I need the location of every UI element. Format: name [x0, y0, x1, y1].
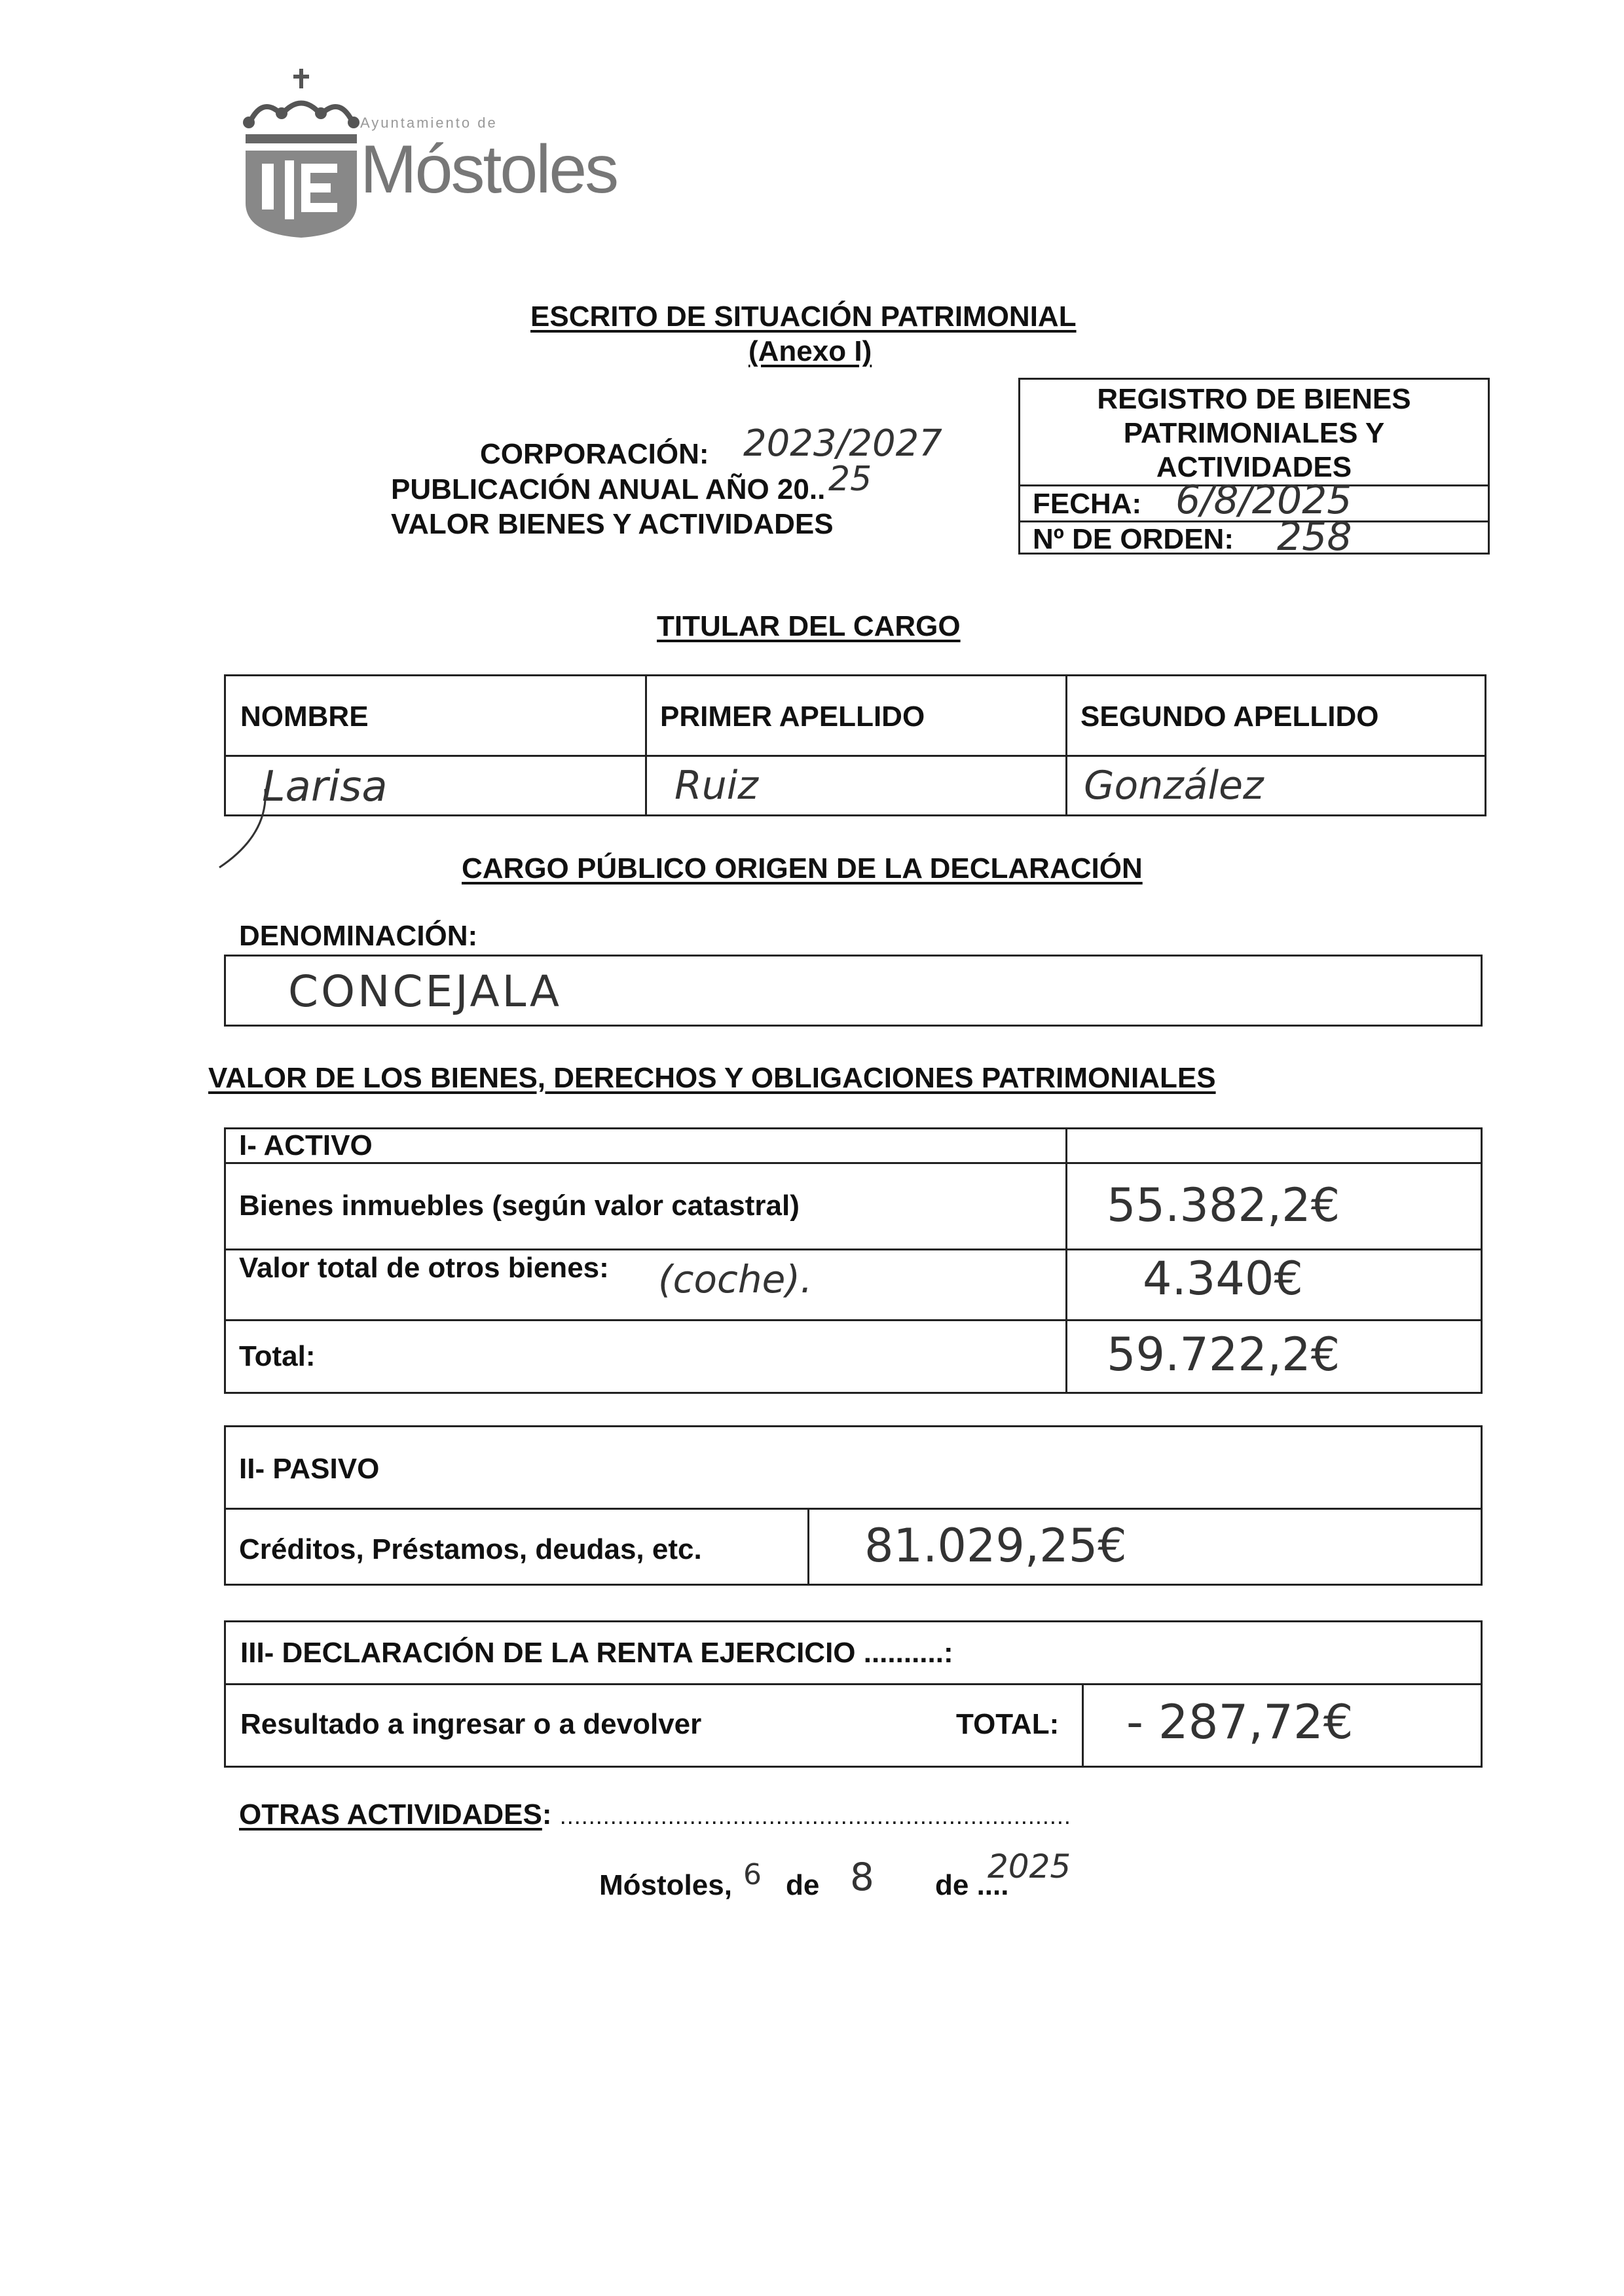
titular-col-divider-2 — [1065, 674, 1067, 816]
orden-label: Nº DE ORDEN: — [1033, 523, 1234, 555]
valor-bienes-label: VALOR BIENES Y ACTIVIDADES — [391, 508, 834, 540]
publicacion-value: 25 — [828, 460, 872, 499]
pasivo-col-divider — [807, 1508, 809, 1586]
firma-de-2: de .... — [935, 1869, 1009, 1901]
titular-table — [224, 674, 1486, 816]
activo-title: I- ACTIVO — [239, 1129, 373, 1161]
activo-col-divider — [1065, 1127, 1067, 1394]
fecha-value: 6/8/2025 — [1175, 477, 1352, 523]
segundo-apellido-value: González — [1084, 763, 1264, 809]
titular-col-divider-1 — [645, 674, 647, 816]
col-nombre: NOMBRE — [240, 701, 369, 733]
nombre-value: Larisa — [262, 763, 388, 811]
document-subtitle: (Anexo I) — [748, 335, 872, 367]
inmuebles-label: Bienes inmuebles (según valor catastral) — [239, 1190, 800, 1222]
activo-total-label: Total: — [239, 1340, 316, 1372]
otras-colon: : — [542, 1798, 552, 1831]
document-title: ESCRITO DE SITUACIÓN PATRIMONIAL — [530, 301, 1077, 333]
col-primer-apellido: PRIMER APELLIDO — [660, 701, 925, 733]
valor-section-title: VALOR DE LOS BIENES, DERECHOS Y OBLIGACIONES PATRIMONIALES — [208, 1062, 1216, 1094]
creditos-value: 81.029,25€ — [864, 1519, 1127, 1573]
col-segundo-apellido: SEGUNDO APELLIDO — [1080, 701, 1379, 733]
activo-row-divider-3 — [224, 1319, 1483, 1321]
renta-total-value: - 287,72€ — [1126, 1694, 1354, 1749]
orden-value: 258 — [1277, 514, 1352, 560]
denominacion-label: DENOMINACIÓN: — [239, 920, 478, 952]
corporacion-label: CORPORACIÓN: — [480, 438, 709, 470]
activo-row-divider-2 — [224, 1248, 1483, 1250]
logo-name: Móstoles — [360, 132, 618, 208]
creditos-label: Créditos, Préstamos, deudas, etc. — [239, 1533, 702, 1565]
publicacion-label: PUBLICACIÓN ANUAL AÑO 20.. — [391, 473, 826, 505]
firma-de-1: de — [786, 1869, 820, 1901]
registro-divider-2 — [1018, 520, 1490, 522]
renta-total-label: TOTAL: — [956, 1708, 1060, 1740]
resultado-label: Resultado a ingresar o a devolver — [240, 1708, 702, 1740]
fecha-label: FECHA: — [1033, 488, 1142, 520]
activo-row-divider-1 — [224, 1162, 1483, 1164]
denominacion-value: CONCEJALA — [288, 966, 563, 1017]
registro-title-line2: PATRIMONIALES Y — [1123, 417, 1385, 449]
firma-dia: 6 — [743, 1858, 762, 1891]
renta-row-divider — [224, 1683, 1483, 1685]
firma-anio: 2025 — [987, 1848, 1071, 1886]
firma-lugar: Móstoles, — [599, 1869, 732, 1901]
registro-title-line3: ACTIVIDADES — [1156, 451, 1352, 483]
primer-apellido-value: Ruiz — [674, 763, 758, 809]
firma-mes: 8 — [850, 1855, 874, 1899]
activo-total-value: 59.722,2€ — [1107, 1328, 1340, 1381]
otros-note: (coche). — [658, 1257, 813, 1302]
otros-label: Valor total de otros bienes: — [239, 1252, 609, 1284]
registro-title-line1: REGISTRO DE BIENES — [1097, 383, 1411, 415]
inmuebles-value: 55.382,2€ — [1107, 1178, 1340, 1232]
pasivo-row-divider — [224, 1508, 1483, 1510]
municipal-logo — [236, 62, 618, 239]
pasivo-title: II- PASIVO — [239, 1453, 380, 1485]
cargo-section-title: CARGO PÚBLICO ORIGEN DE LA DECLARACIÓN — [462, 852, 1143, 884]
crown-shield-icon — [236, 62, 367, 239]
titular-section-title: TITULAR DEL CARGO — [657, 610, 961, 642]
renta-title: III- DECLARACIÓN DE LA RENTA EJERCICIO ..........: — [240, 1637, 953, 1669]
otras-label: OTRAS ACTIVIDADES — [239, 1798, 542, 1831]
corporacion-value: 2023/2027 — [743, 422, 942, 465]
renta-col-divider — [1082, 1683, 1084, 1768]
titular-row-divider — [224, 755, 1486, 757]
otras-actividades — [239, 1800, 1071, 1829]
logo-subtitle: Ayuntamiento de — [360, 115, 498, 131]
pen-stroke — [206, 782, 285, 874]
otras-dots: ....................................................................... — [559, 1802, 1071, 1829]
otros-value: 4.340€ — [1143, 1252, 1303, 1305]
